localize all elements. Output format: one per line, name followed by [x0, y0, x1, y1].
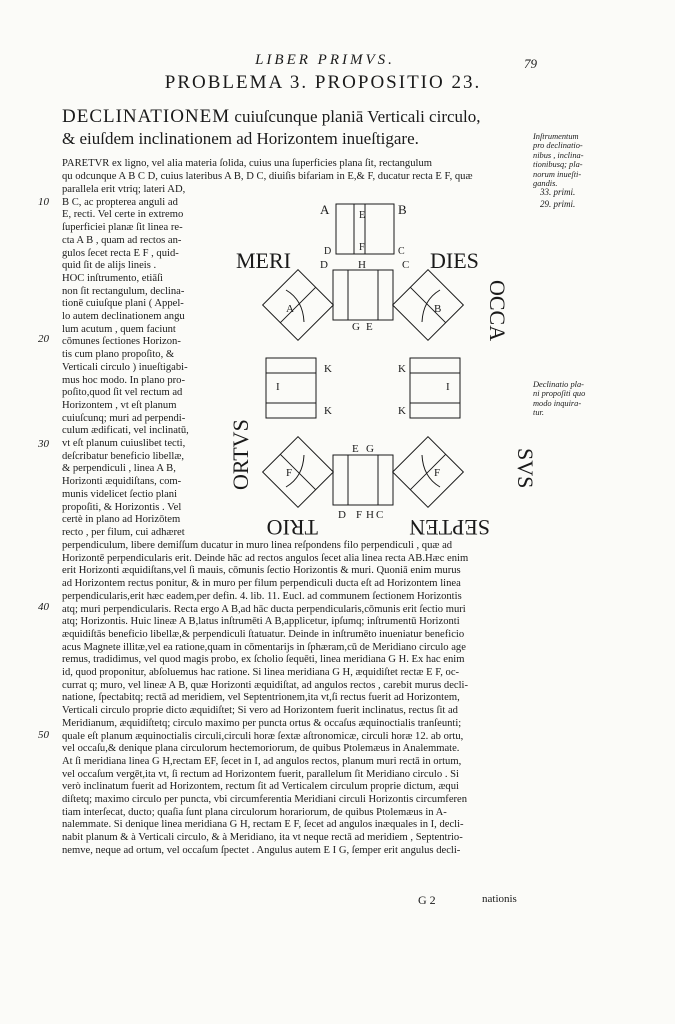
text-line: deſcribatur beneficio libellæ, [62, 450, 185, 462]
svg-text:G: G [366, 443, 374, 455]
text-line: vel occaſum vergēt,ita vt, ſi rectum ad Horizontem fuerit, parallelum ſit Meridiano circulo . Si [62, 768, 459, 780]
text-line: cuiuſcunq; muri ad perpendi- [62, 412, 186, 424]
text-line: HOC inſtrumento, etiāſi [62, 272, 163, 284]
svg-text:K: K [324, 363, 332, 375]
column-text [62, 184, 235, 540]
text-line: acus Magnete illitæ,vel ea ratione,quam in cōmentarijs in ſphæram,cū de Meridiano circulo age [62, 641, 466, 653]
text-line: modo inquira- [533, 398, 582, 408]
svg-text:K: K [398, 405, 406, 417]
text-line: tionibusq; pla- [533, 160, 583, 170]
svg-text:F: F [434, 467, 441, 479]
text-line: perpendicularis,erit hæc eadem,per defin. 4. lib. 11. Eucl. ad communem ſectionem Horizontis [62, 590, 462, 602]
text-line: propoſiti, & Horizontis . Vel [62, 501, 182, 513]
paragraph-intro [62, 158, 529, 183]
text-line: & perpendiculi , linea A B, [62, 463, 176, 475]
svg-text:D: D [320, 259, 328, 271]
text-line: erit Horizonti æquidiſtans,vel ſi mauis, cōmunis ſectio Horizontis & muri. Quoniā enim murus [62, 565, 461, 577]
word-occa: OCCA [485, 280, 510, 342]
text-line: qu odcunque A B C D, cuius lateribus A B, D C, diuiſis bifariam in E,& F, ducatur recta E F, quæ [62, 170, 473, 182]
text-line: nibus , inclina- [533, 150, 584, 160]
word-ortus: ORTVS [228, 419, 253, 490]
text-line: nabit planum & à Verticali circulo, & à Meridiano, ita vt neque rectā ad meridiem , Septentrio- [62, 832, 463, 844]
text-line: id, quod proponitur, abſoluemus hac ratione. Si linea meridiana G H, æquidiſtet rectæ E F, oc- [62, 667, 460, 679]
margin-note-instrument [533, 132, 613, 188]
text-line: quale eſt planum æquinoctialis circuli,circuli horæ ſextæ aſtronomicæ, circuli horæ 12. ab ortu, [62, 730, 464, 742]
text-line: atq; muri perpendicularis. Recta ergo A B,ad hāc ducta perpendicularis,cōmunis erit ſectio muri [62, 603, 466, 615]
svg-text:I: I [446, 381, 450, 393]
headline-line2: & eiuſdem inclinationem ad Horizontem inueſtigare. [62, 129, 419, 148]
ring-letters [276, 259, 450, 521]
label-F: F [359, 242, 365, 253]
declination-instrument-diagram [228, 190, 538, 540]
text-line: cta A B , quam ad rectos an- [62, 234, 182, 246]
headline-line1: cuiuſcunque planiā Verticali circulo, [230, 107, 481, 126]
problem-title: PROBLEMA 3. PROPOSITIO 23. [164, 72, 482, 93]
text-line: currat q; muro, vel lineæ A B, quæ Horizonti æquidiſtat, ad angulos rectos , carebit murus decli- [62, 679, 469, 691]
text-line: ſuperficiei planæ ſit linea re- [62, 222, 183, 234]
text-line: gulos ſecet recta E F , quid- [62, 247, 179, 259]
line-number: 10 [38, 196, 49, 208]
text-line: tiam interſecat, ducto; quaſia ſunt plana circulorum horariorum, de quibus Ptolemæus in A- [62, 806, 447, 818]
headline-cap: DECLINATIONEM [62, 106, 231, 127]
text-line: Inſtrumentum [533, 132, 579, 141]
text-line: tur. [533, 408, 544, 418]
text-line: parallela erit vtriq; lateri AD, [62, 184, 186, 195]
svg-text:E: E [366, 321, 373, 333]
line-number: 40 [38, 601, 49, 613]
word-trio: TRIO [266, 515, 318, 540]
word-septen: SEPTEN [409, 515, 490, 540]
text-line: PARETVR ex ligno, vel alia materia ſolida, cuius una ſuperficies plana ſit, rectangulum [62, 158, 432, 169]
text-line: poſito,quod ſit vel rectum ad [62, 387, 183, 399]
text-line: E, recti. Vel certe in extremo [62, 209, 184, 221]
text-line: pro declinatio- [533, 141, 583, 151]
svg-text:G: G [352, 321, 360, 333]
text-line: vt eſt planum cuiuslibet tecti, [62, 438, 186, 450]
label-D: D [324, 246, 332, 257]
text-line: tis cum plano propoſito, & [62, 349, 175, 361]
label-A: A [320, 202, 330, 217]
cardinal-words [228, 248, 538, 540]
text-line: Verticali circulo proprie dicto æquidiſtet; Si vero ad Horizontem fuerit inclinatus, rectus ſit ad [62, 705, 458, 717]
text-line: verò inclinatum fuerit ad Horizontem, rectum ſit ad Verticalem circulum proprie dictum, æqui [62, 781, 459, 793]
text-line: ni propoſiti quo [533, 389, 586, 399]
text-line: Declinatio pla- [533, 380, 584, 389]
text-line: vel occaſu,& denique plana circulorum hectemoriorum, de quibus Ptolemæus in Analemmate. [62, 743, 460, 755]
text-line: atq; Horizontis. Huic lineæ A B,latus inſtrumēti A B,applicetur, ipſumq; inſtrumentū Horizonti [62, 616, 460, 628]
text-line: natione, ſpectabitq; rectā ad meridiem, vel Septentrionem,ita vt,ſi rectus fuerit ad Horizontem, [62, 692, 460, 704]
word-dies: DIES [430, 248, 479, 273]
svg-text:B: B [434, 303, 442, 315]
text-line: Verticali circulo ) inueſtigabi- [62, 361, 188, 373]
body-text [62, 540, 529, 858]
text-line: tionē cuiuſque plani ( Appel- [62, 298, 184, 310]
line-number: 30 [38, 438, 49, 450]
text-line: cōmunes ſectiones Horizon- [62, 336, 181, 348]
text-line: non ſit rectangulum, declina- [62, 285, 185, 297]
word-sus: SVS [513, 448, 538, 489]
text-line: norum inueſti- [533, 169, 582, 179]
label-C: C [398, 246, 405, 257]
text-line: remus, tradidimus, vel quod magis probo, ex ſcholio ſequēti, linea meridiana G H. Ex hac enim [62, 654, 465, 666]
margin-reference [540, 186, 575, 210]
svg-text:K: K [398, 363, 406, 375]
text-line: ad Horizontem rectus ponitur, & in muro per filum perpendiculi ducta eſt ad Horizontem linea [62, 578, 461, 590]
line-number: 20 [38, 333, 49, 345]
text-line: lo autem declinationem angu [62, 311, 185, 323]
label-E: E [359, 210, 366, 221]
text-line: gandis. [533, 179, 558, 189]
margin-ref-1: 33. primi. [540, 187, 576, 197]
svg-text:H: H [366, 509, 374, 521]
svg-text:C: C [402, 259, 410, 271]
proposition-headline [62, 106, 532, 150]
text-line: lum acutum , quem faciunt [62, 323, 176, 335]
svg-text:D: D [338, 509, 346, 521]
text-line: culum ædificati, vel inclinatū, [62, 425, 189, 437]
text-line: quid ſit de alijs lineis . [62, 260, 157, 272]
text-line: æquidiſtās beneficio libellæ,& perpendiculi ſtatuatur. Deinde in inſtrumēto inueniatur beneficio [62, 628, 465, 640]
label-B: B [398, 202, 407, 217]
text-line: recto , per filum, cui adhæret [62, 526, 185, 538]
page-number: 79 [524, 56, 537, 71]
text-line: mus hoc modo. In plano pro- [62, 374, 185, 386]
svg-text:H: H [358, 259, 366, 271]
svg-text:E: E [352, 443, 359, 455]
catchword: nationis [482, 893, 517, 905]
text-line: At ſi meridiana linea G H,rectam EF, ſecet in I, ad angulos rectos, planum muri rectā in ortum, [62, 755, 462, 767]
text-line: Meridianum, æquidiſtetq; circulo maximo per puncta ortus & occaſus æquinoctialis tranſeunti; [62, 717, 462, 729]
word-meri: MERI [236, 248, 291, 273]
text-line: certè in plano ad Horizōtem [62, 514, 181, 526]
svg-text:C: C [376, 509, 384, 521]
line-number: 50 [38, 729, 49, 741]
text-line: Horizonti æquidiſtans, com- [62, 476, 182, 488]
signature-mark: G 2 [418, 893, 436, 907]
text-line: Horizontē perpendicularis erit. Deinde hāc ad rectos angulos ſecet alia linea recta AB.Hæc enim [62, 552, 469, 564]
text-line: perpendiculum, libere demiſſum ducatur in muro linea reſpondens filo perpendiculi , quæ ad [62, 540, 453, 551]
text-line: nemve, neque ad ortum, vel occaſum ſpectet . Angulus autem E I G, ſemper erit angulus decli- [62, 844, 461, 856]
text-line: munis videlicet ſectio plani [62, 488, 178, 500]
svg-text:K: K [324, 405, 332, 417]
running-head: LIBER PRIMVS. [255, 52, 395, 68]
text-line: nalemmate. Si denique linea meridiana G H, rectam E F, ſecet ad angulos inæquales in I, decli- [62, 819, 464, 831]
margin-ref-2: 29. primi. [540, 199, 576, 209]
svg-text:F: F [356, 509, 363, 521]
text-line: Horizontem , vt eſt planum [62, 399, 177, 411]
svg-text:F: F [286, 467, 293, 479]
svg-text:A: A [286, 303, 294, 315]
text-line: diſtetq; maximo circulo per puncta, vbi circumferentia Meridiani circuli Horizontis circumferen [62, 794, 468, 806]
margin-note-declination [533, 380, 613, 418]
text-line: B C, ac propterea anguli ad [62, 196, 178, 208]
svg-text:I: I [276, 381, 280, 393]
